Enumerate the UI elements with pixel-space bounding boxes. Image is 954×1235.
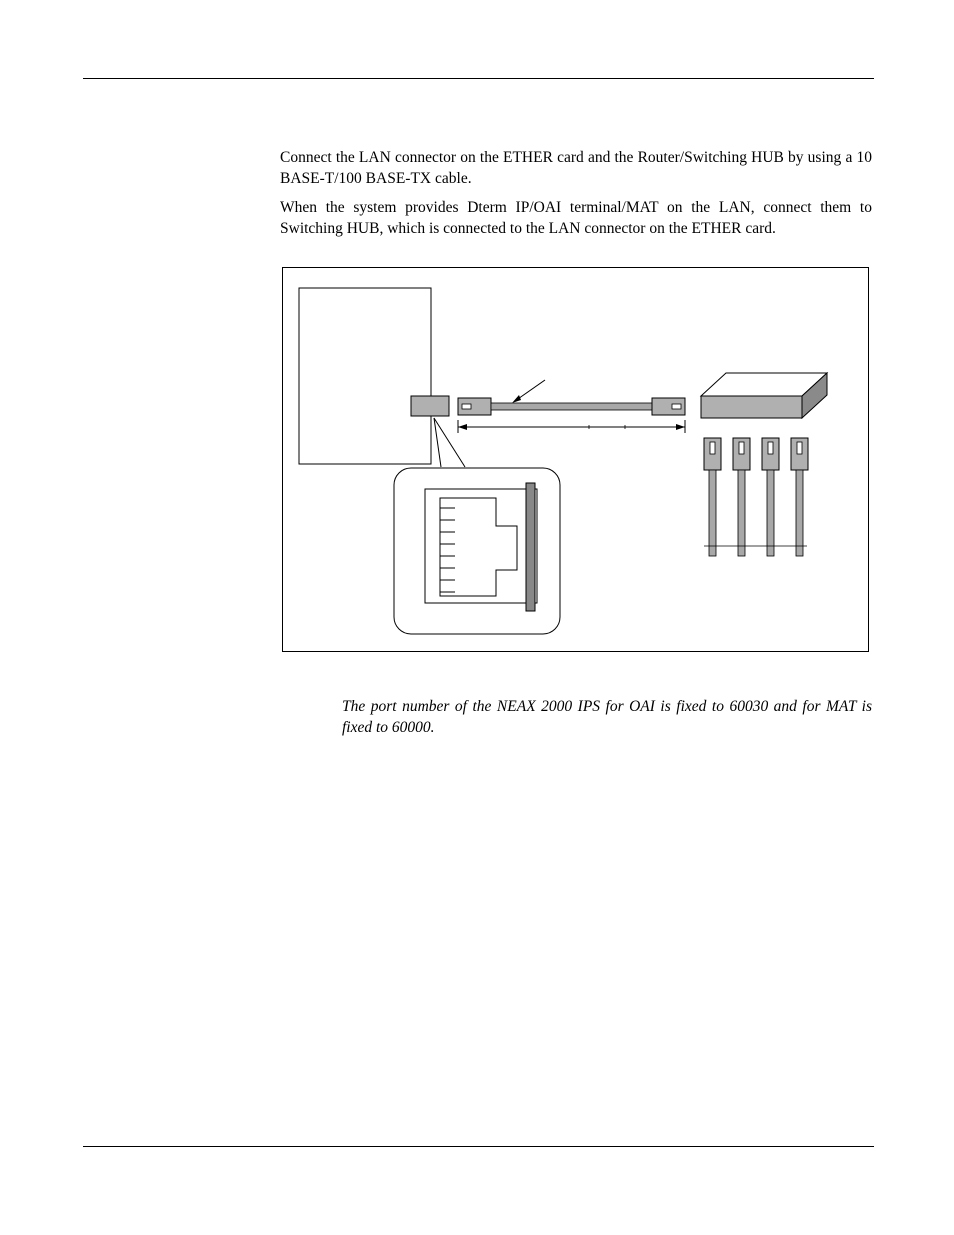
switching-hub	[701, 396, 802, 418]
length-arrow-left	[458, 424, 467, 430]
length-arrow-right	[676, 424, 685, 430]
lan-connector	[411, 396, 449, 416]
hub-ports	[704, 438, 808, 556]
port-number-note: The port number of the NEAX 2000 IPS for OAI is fixed to 60030 and for MAT is fixed to 60000.	[342, 698, 872, 736]
header-rule	[83, 78, 874, 79]
terminal-cable	[738, 470, 745, 556]
terminal-plug-latch	[797, 442, 802, 454]
footer-rule	[83, 1146, 874, 1147]
lan-connection-figure	[282, 267, 869, 652]
lan-cable	[491, 403, 652, 410]
paragraph-connect-lan: Connect the LAN connector on the ETHER card and the Router/Switching HUB by using a 10 BASE-T/100 BASE-TX cable.	[280, 149, 872, 187]
terminal-plug-latch	[710, 442, 715, 454]
terminal-plug-latch	[768, 442, 773, 454]
terminal-cable	[709, 470, 716, 556]
cable-plug-left-latch	[462, 404, 471, 409]
connector-jack-flange	[526, 483, 535, 611]
callout-line-left	[434, 418, 441, 467]
terminal-plug-latch	[739, 442, 744, 454]
callout-line-right	[434, 418, 465, 467]
cable-plug-right-latch	[672, 404, 681, 409]
paragraph-dterm-connection: When the system provides Dterm IP/OAI terminal/MAT on the LAN, connect them to Switching HUB, which is connected to the LAN connector on the ETHER card.	[280, 199, 872, 237]
terminal-cable	[796, 470, 803, 556]
connection-diagram	[283, 268, 870, 653]
cable-pointer-arrowhead	[512, 395, 521, 403]
ether-card	[299, 288, 431, 464]
terminal-cable	[767, 470, 774, 556]
